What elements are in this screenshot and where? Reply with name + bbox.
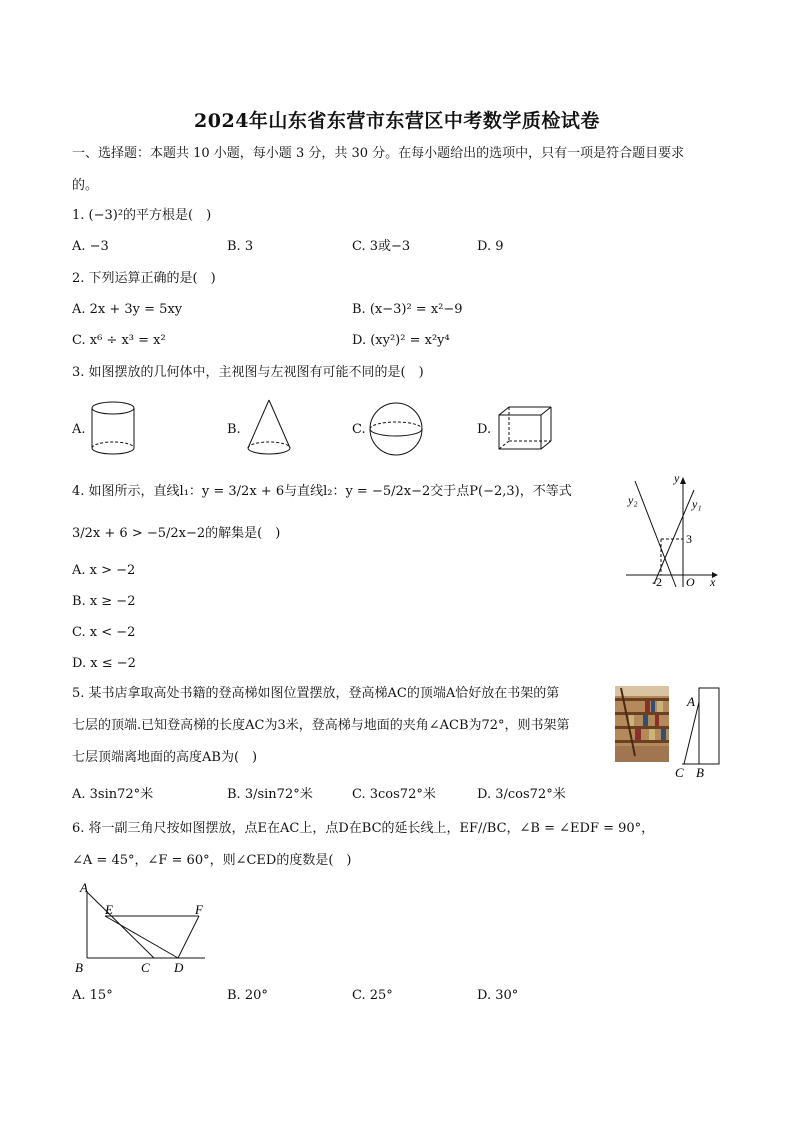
- q2-option-b: B. (x−3)² = x²−9: [352, 302, 463, 317]
- q6-option-c: C. 25°: [352, 988, 393, 1003]
- section-heading-cont: 的。: [72, 178, 99, 193]
- bookshelf-photo: [615, 686, 669, 762]
- cylinder-figure: [90, 400, 140, 458]
- q1-stem: 1. (−3)²的平方根是( ): [72, 208, 212, 223]
- cone-figure: [245, 398, 295, 460]
- q1-option-c: C. 3或−3: [352, 239, 411, 254]
- q2-stem: 2. 下列运算正确的是( ): [72, 271, 216, 286]
- q5-line2: 七层的顶端.已知登高梯的长度AC为3米，登高梯与地面的夹角∠ACB为72°，则书架第: [72, 718, 570, 733]
- point-c-label: C: [675, 765, 684, 780]
- q1-option-b: B. 3: [227, 239, 254, 254]
- q1-option-a: A. −3: [72, 239, 109, 254]
- q3-option-d: D.: [477, 422, 492, 437]
- q6-line2: ∠A = 45°，∠F = 60°，则∠CED的度数是( ): [72, 853, 352, 868]
- tri-point-c: C: [141, 960, 150, 975]
- q4-line1: 4. 如图所示，直线l₁：y = 3/2x + 6与直线l₂：y = −5/2x−2交于点P(−2,3)，不等式: [72, 484, 572, 499]
- tri-point-e: E: [105, 902, 113, 917]
- tick-neg2-label: -2: [652, 575, 662, 589]
- q4-option-a: A. x > −2: [72, 563, 136, 578]
- q6-option-b: B. 20°: [227, 988, 268, 1003]
- q5-ladder-diagram: [672, 684, 728, 780]
- tri-point-a: A: [80, 880, 88, 895]
- x-axis-label: x: [710, 575, 716, 589]
- q2-option-c: C. x⁶ ÷ x³ = x²: [72, 333, 166, 348]
- q6-line1: 6. 将一副三角尺按如图摆放，点E在AC上，点D在BC的延长线上，EF//BC，∠B = ∠EDF = 90°，: [72, 821, 655, 836]
- q5-option-b: B. 3/sin72°米: [227, 787, 313, 802]
- q5-option-a: A. 3sin72°米: [72, 787, 154, 802]
- cuboid-figure: [497, 405, 557, 453]
- y-axis-label: y: [674, 472, 680, 485]
- q3-option-a: A.: [72, 422, 86, 437]
- q3-option-b: B.: [227, 422, 241, 437]
- q5-option-c: C. 3cos72°米: [352, 787, 436, 802]
- q2-option-d: D. (xy²)² = x²y⁴: [352, 333, 450, 348]
- tri-point-f: F: [195, 902, 203, 917]
- q5-line3: 七层顶端离地面的高度AB为( ): [72, 750, 258, 765]
- section-heading: 一、选择题：本题共 10 小题，每小题 3 分，共 30 分。在每小题给出的选项中，只有一项是符合题目要求: [72, 146, 685, 161]
- q5-option-d: D. 3/cos72°米: [477, 787, 566, 802]
- q3-option-c: C.: [352, 422, 366, 437]
- q4-line2: 3/2x + 6 > −5/2x−2的解集是( ): [72, 526, 281, 541]
- q6-triangle-diagram: [72, 880, 222, 978]
- q5-line1: 5. 某书店拿取高处书籍的登高梯如图位置摆放，登高梯AC的顶端A恰好放在书架的第: [72, 686, 560, 701]
- page-title: 2024年山东省东营市东营区中考数学质检试卷: [194, 110, 600, 132]
- q6-option-a: A. 15°: [72, 988, 113, 1003]
- q4-option-b: B. x ≥ −2: [72, 594, 136, 609]
- y2-label: y₂: [628, 493, 638, 507]
- q6-option-d: D. 30°: [477, 988, 519, 1003]
- point-b-label: B: [696, 765, 704, 780]
- q4-graph: [620, 472, 725, 592]
- q1-option-d: D. 9: [477, 239, 504, 254]
- tick-3-label: 3: [686, 532, 692, 546]
- q3-stem: 3. 如图摆放的几何体中，主视图与左视图有可能不同的是( ): [72, 365, 424, 380]
- tri-point-d: D: [174, 960, 184, 975]
- point-a-label: A: [687, 694, 695, 709]
- sphere-figure: [368, 401, 428, 459]
- q2-option-a: A. 2x + 3y = 5xy: [72, 302, 183, 317]
- q4-option-d: D. x ≤ −2: [72, 656, 136, 671]
- y1-label: y₁: [692, 497, 702, 511]
- q4-option-c: C. x < −2: [72, 625, 136, 640]
- origin-label: O: [686, 575, 695, 589]
- tri-point-b: B: [75, 960, 83, 975]
